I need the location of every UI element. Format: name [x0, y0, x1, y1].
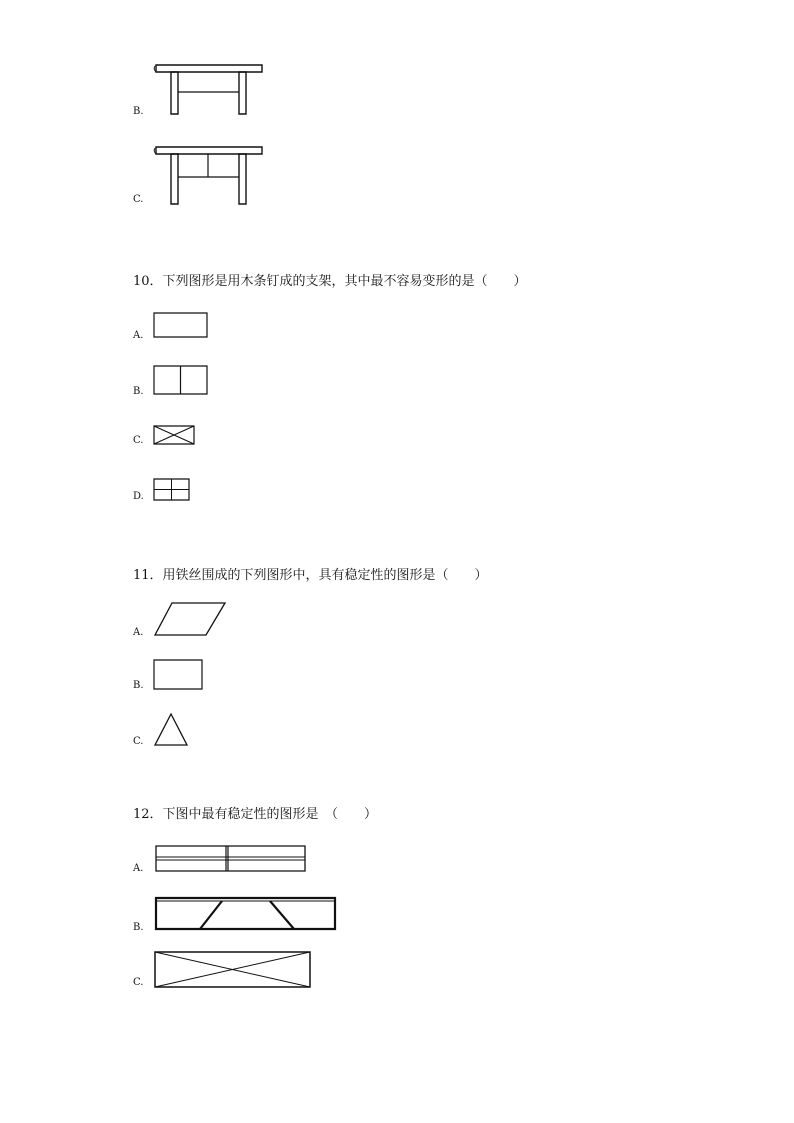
q11-option-a-label: A. [133, 627, 144, 638]
q12-option-a-label: A. [133, 863, 144, 874]
q9-option-c-figure [152, 141, 264, 207]
q11-option-b-figure [153, 659, 205, 691]
q10-option-a-figure [153, 312, 209, 339]
q12-option-c-figure [153, 950, 313, 989]
q9-option-c-label: C. [133, 194, 144, 205]
q10-option-b-figure [153, 365, 209, 395]
q11-option-c-label: C. [133, 736, 144, 747]
q10-question-text: 10．下列图形是用木条钉成的支架，其中最不容易变形的是（ ） [133, 274, 527, 289]
q12-question-text: 12．下图中最有稳定性的图形是 （ ） [133, 807, 378, 822]
q11-question-text: 11．用铁丝围成的下列图形中，具有稳定性的图形是（ ） [133, 568, 488, 583]
q10-option-d-figure [153, 478, 191, 502]
q11-option-b-label: B. [133, 680, 144, 691]
q9-option-b-label: B. [133, 106, 144, 117]
q12-option-b-figure [154, 896, 338, 932]
q10-option-b-label: B. [133, 386, 144, 397]
q10-option-a-label: A. [133, 330, 144, 341]
q10-option-c-label: C. [133, 435, 144, 446]
q9-option-b-figure [152, 60, 264, 118]
q11-option-a-figure [154, 601, 228, 637]
q11-option-c-figure [153, 712, 189, 747]
q12-option-b-label: B. [133, 922, 144, 933]
q10-option-c-figure [153, 425, 196, 446]
q10-option-d-label: D. [133, 491, 144, 502]
q12-option-c-label: C. [133, 977, 144, 988]
q12-option-a-figure [155, 845, 307, 873]
